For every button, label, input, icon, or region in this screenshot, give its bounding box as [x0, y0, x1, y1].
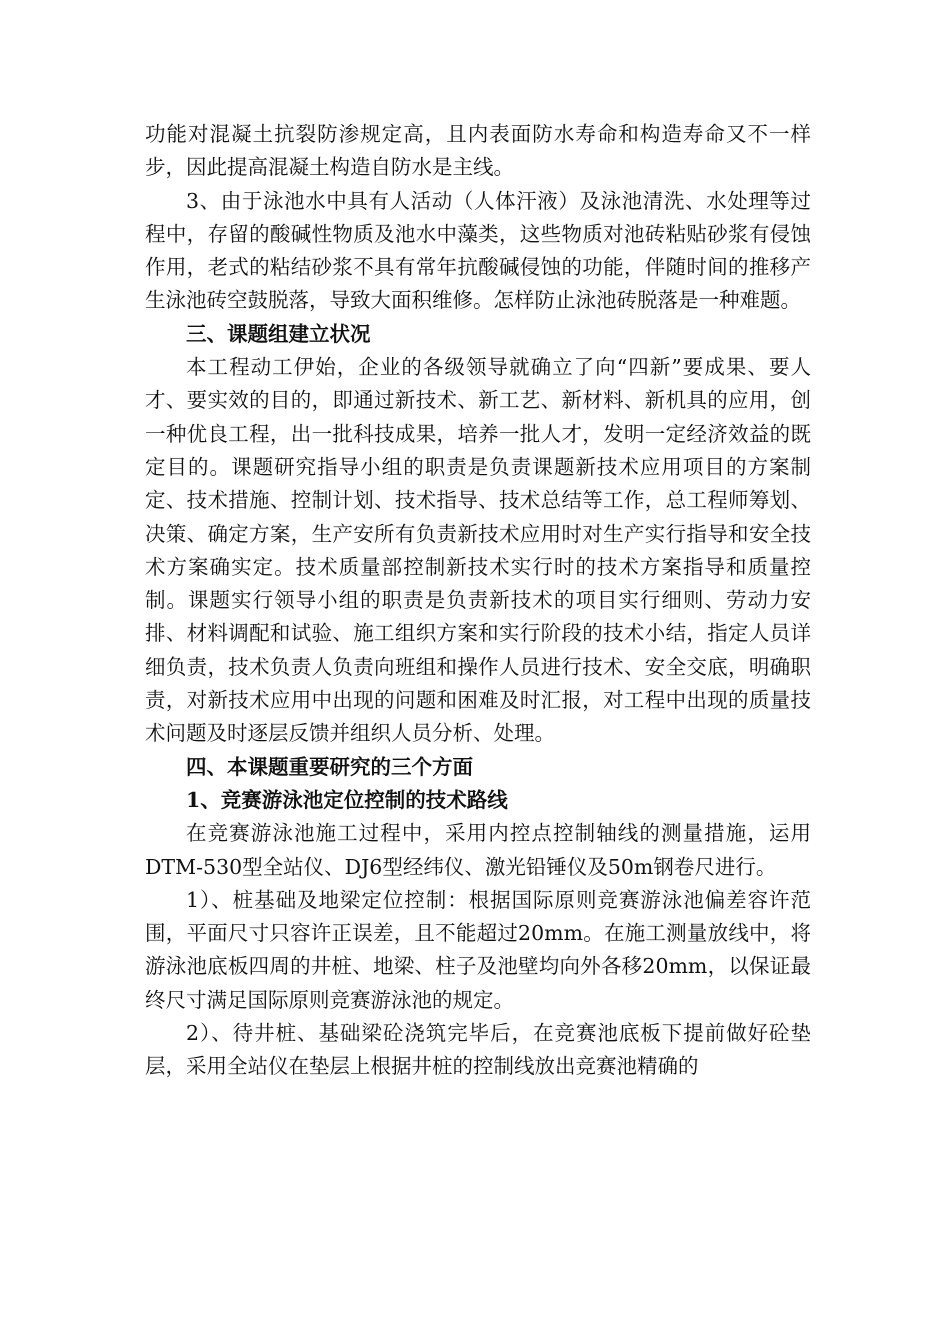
section-heading-research-aspects: 四、本课题重要研究的三个方面	[186, 754, 473, 779]
paragraph-pool-corrosion: 3、由于泳池水中具有人活动（人体汗液）及泳池清洗、水处理等过程中，存留的酸碱性物质及池水中藻类，这些物质对池砖粘贴砂浆有侵蚀作用，老式的粘结砂浆不具有常年抗酸碱侵蚀的功能，伴随时间的推移产生泳池砖空鼓脱落，导致大面积维修。怎样防止泳池砖脱落是一种难题。	[145, 188, 811, 313]
document-body	[145, 118, 811, 1084]
section-heading-team-setup: 三、课题组建立状况	[186, 321, 371, 346]
subsection-heading-positioning-control: 1、竞赛游泳池定位控制的技术路线	[186, 787, 508, 812]
paragraph-team-setup: 本工程动工伊始，企业的各级领导就确立了向“四新”要成果、要人才、要实效的目的，即通过新技术、新工艺、新材料、新机具的应用，创一种优良工程，出一批科技成果，培养一批人才，发明一定经济效益的既定目的。课题研究指导小组的职责是负责课题新技术应用项目的方案制定、技术措施、控制计划、技术指导、技术总结等工作，总工程师筹划、决策、确定方案，生产安所有负责新技术应用时对生产实行指导和安全技术方案确实定。技术质量部控制新技术实行时的技术方案指导和质量控制。课题实行领导小组的职责是负责新技术的项目实行细则、劳动力安排、材料调配和试验、施工组织方案和实行阶段的技术小结，指定人员详细负责，技术负责人负责向班组和操作人员进行技术、安全交底，明确职责，对新技术应用中出现的问题和困难及时汇报，对工程中出现的质量技术问题及时逐层反馈并组织人员分析、处理。	[145, 355, 811, 746]
paragraph-measurement-method: 在竞赛游泳池施工过程中，采用内控点控制轴线的测量措施，运用DTM-530型全站仪、DJ6型经纬仪、激光铅锤仪及50m钢卷尺进行。	[145, 821, 811, 879]
paragraph-cushion-layer: 2）、待井桩、基础梁砼浇筑完毕后，在竞赛池底板下提前做好砼垫层，采用全站仪在垫层上根据井桩的控制线放出竞赛池精确的	[145, 1021, 811, 1079]
paragraph-pile-foundation-control: 1）、桩基础及地梁定位控制：根据国际原则竞赛游泳池偏差容许范围，平面尺寸只容许正误差，且不能超过20mm。在施工测量放线中，将游泳池底板四周的井桩、地梁、柱子及池壁均向外各移20mm，以保证最终尺寸满足国际原则竞赛游泳池的规定。	[145, 887, 811, 1012]
paragraph-pool-function: 功能对混凝土抗裂防渗规定高，且内表面防水寿命和构造寿命又不一样步，因此提高混凝土构造自防水是主线。	[145, 122, 811, 180]
